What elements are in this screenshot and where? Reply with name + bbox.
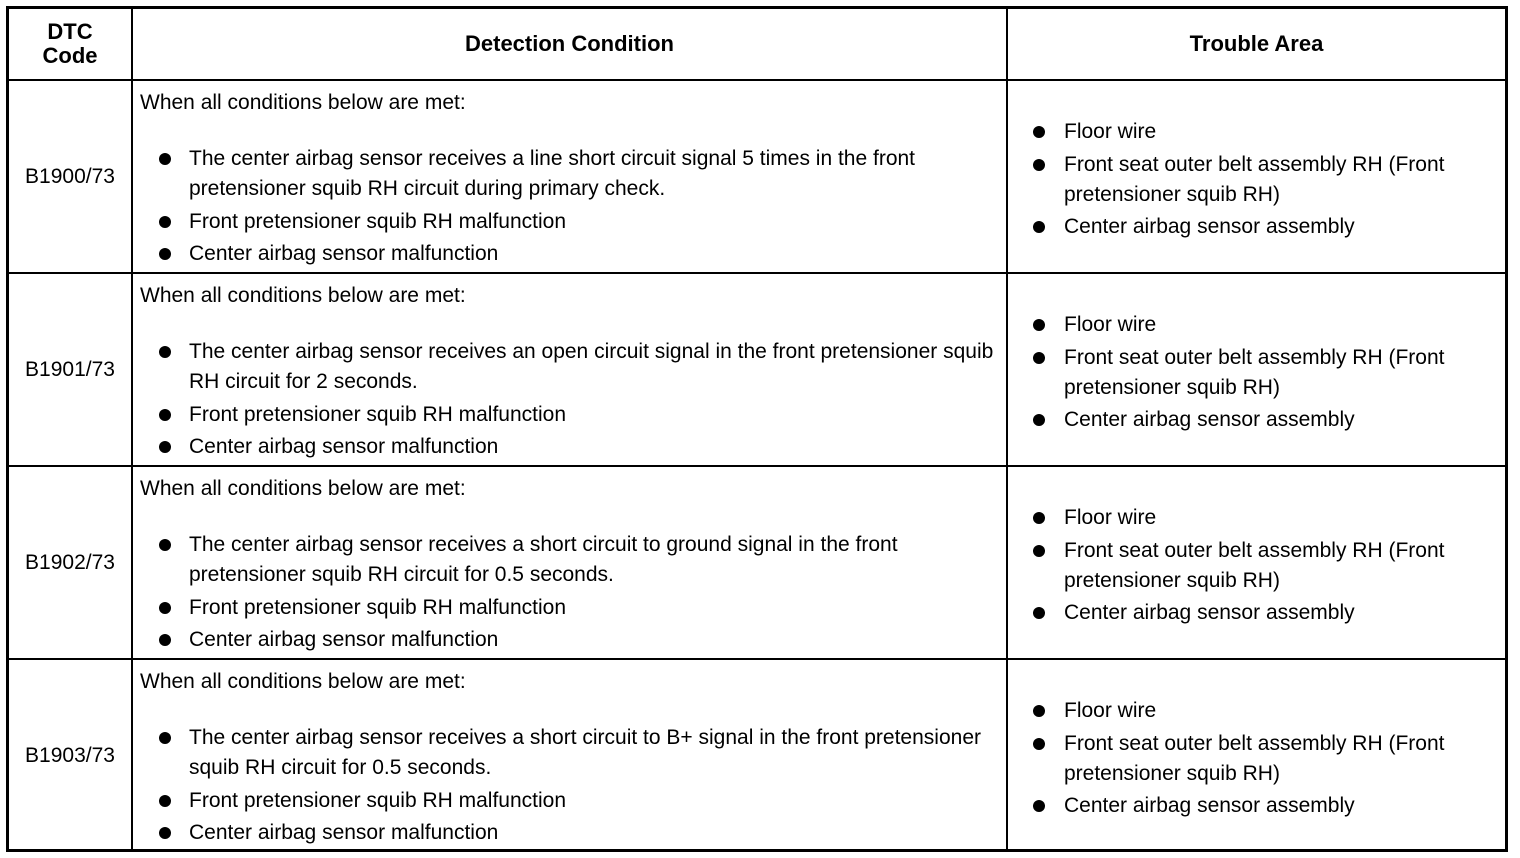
trouble-item: Floor wire: [1033, 503, 1504, 533]
bullet-icon: [1033, 352, 1045, 364]
trouble-item: Front seat outer belt assembly RH (Front pretensioner squib RH): [1033, 729, 1504, 789]
condition-intro: When all conditions below are met:: [140, 670, 466, 693]
bullet-icon: [159, 248, 171, 260]
trouble-item: Center airbag sensor assembly: [1033, 212, 1504, 242]
table-row: [9, 467, 1505, 660]
bullet-icon: [159, 539, 171, 551]
condition-item: Center airbag sensor malfunction: [159, 239, 1004, 269]
table-row: [9, 81, 1505, 274]
condition-item: Center airbag sensor malfunction: [159, 432, 1004, 462]
bullet-icon: [1033, 126, 1045, 138]
dtc-table: [6, 6, 1508, 852]
header-detection-condition: Detection Condition: [465, 31, 674, 56]
condition-intro: When all conditions below are met:: [140, 91, 466, 114]
bullet-icon: [1033, 738, 1045, 750]
condition-item: The center airbag sensor receives a short circuit to B+ signal in the front pretensioner squib RH circuit for 0.5 seconds.: [159, 723, 1004, 783]
trouble-item: Front seat outer belt assembly RH (Front pretensioner squib RH): [1033, 536, 1504, 596]
table-row: [9, 274, 1505, 467]
condition-intro: When all conditions below are met:: [140, 284, 466, 307]
condition-item: The center airbag sensor receives a short circuit to ground signal in the front pretensioner squib RH circuit for 0.5 seconds.: [159, 530, 1004, 590]
trouble-item: Front seat outer belt assembly RH (Front pretensioner squib RH): [1033, 343, 1504, 403]
bullet-icon: [159, 827, 171, 839]
trouble-item: Floor wire: [1033, 310, 1504, 340]
bullet-icon: [159, 795, 171, 807]
dtc-code: B1903/73: [25, 743, 115, 767]
bullet-icon: [1033, 512, 1045, 524]
condition-item: Front pretensioner squib RH malfunction: [159, 786, 1004, 816]
trouble-item: Center airbag sensor assembly: [1033, 791, 1504, 821]
table-row: [9, 660, 1505, 853]
bullet-icon: [1033, 705, 1045, 717]
bullet-icon: [159, 409, 171, 421]
bullet-icon: [1033, 319, 1045, 331]
bullet-icon: [1033, 800, 1045, 812]
bullet-icon: [159, 441, 171, 453]
trouble-item: Center airbag sensor assembly: [1033, 405, 1504, 435]
trouble-item: Floor wire: [1033, 696, 1504, 726]
bullet-icon: [1033, 414, 1045, 426]
bullet-icon: [1033, 607, 1045, 619]
condition-item: Center airbag sensor malfunction: [159, 818, 1004, 848]
bullet-icon: [159, 732, 171, 744]
bullet-icon: [159, 634, 171, 646]
bullet-icon: [1033, 545, 1045, 557]
bullet-icon: [159, 153, 171, 165]
bullet-icon: [159, 602, 171, 614]
header-dtc-code: DTC Code: [42, 19, 98, 68]
condition-intro: When all conditions below are met:: [140, 477, 466, 500]
bullet-icon: [1033, 159, 1045, 171]
condition-item: Front pretensioner squib RH malfunction: [159, 400, 1004, 430]
bullet-icon: [159, 216, 171, 228]
header-trouble-area: Trouble Area: [1189, 31, 1324, 56]
bullet-icon: [1033, 221, 1045, 233]
table-header: [9, 9, 1505, 81]
bullet-icon: [159, 346, 171, 358]
dtc-code: B1900/73: [25, 164, 115, 188]
condition-item: The center airbag sensor receives an open circuit signal in the front pretensioner squib RH circuit for 2 seconds.: [159, 337, 1004, 397]
trouble-item: Front seat outer belt assembly RH (Front pretensioner squib RH): [1033, 150, 1504, 210]
condition-item: Front pretensioner squib RH malfunction: [159, 207, 1004, 237]
trouble-item: Floor wire: [1033, 117, 1504, 147]
dtc-code: B1901/73: [25, 357, 115, 381]
trouble-item: Center airbag sensor assembly: [1033, 598, 1504, 628]
dtc-code: B1902/73: [25, 550, 115, 574]
condition-item: Center airbag sensor malfunction: [159, 625, 1004, 655]
condition-item: Front pretensioner squib RH malfunction: [159, 593, 1004, 623]
condition-item: The center airbag sensor receives a line short circuit signal 5 times in the front pretensioner squib RH circuit during primary check.: [159, 144, 1004, 204]
